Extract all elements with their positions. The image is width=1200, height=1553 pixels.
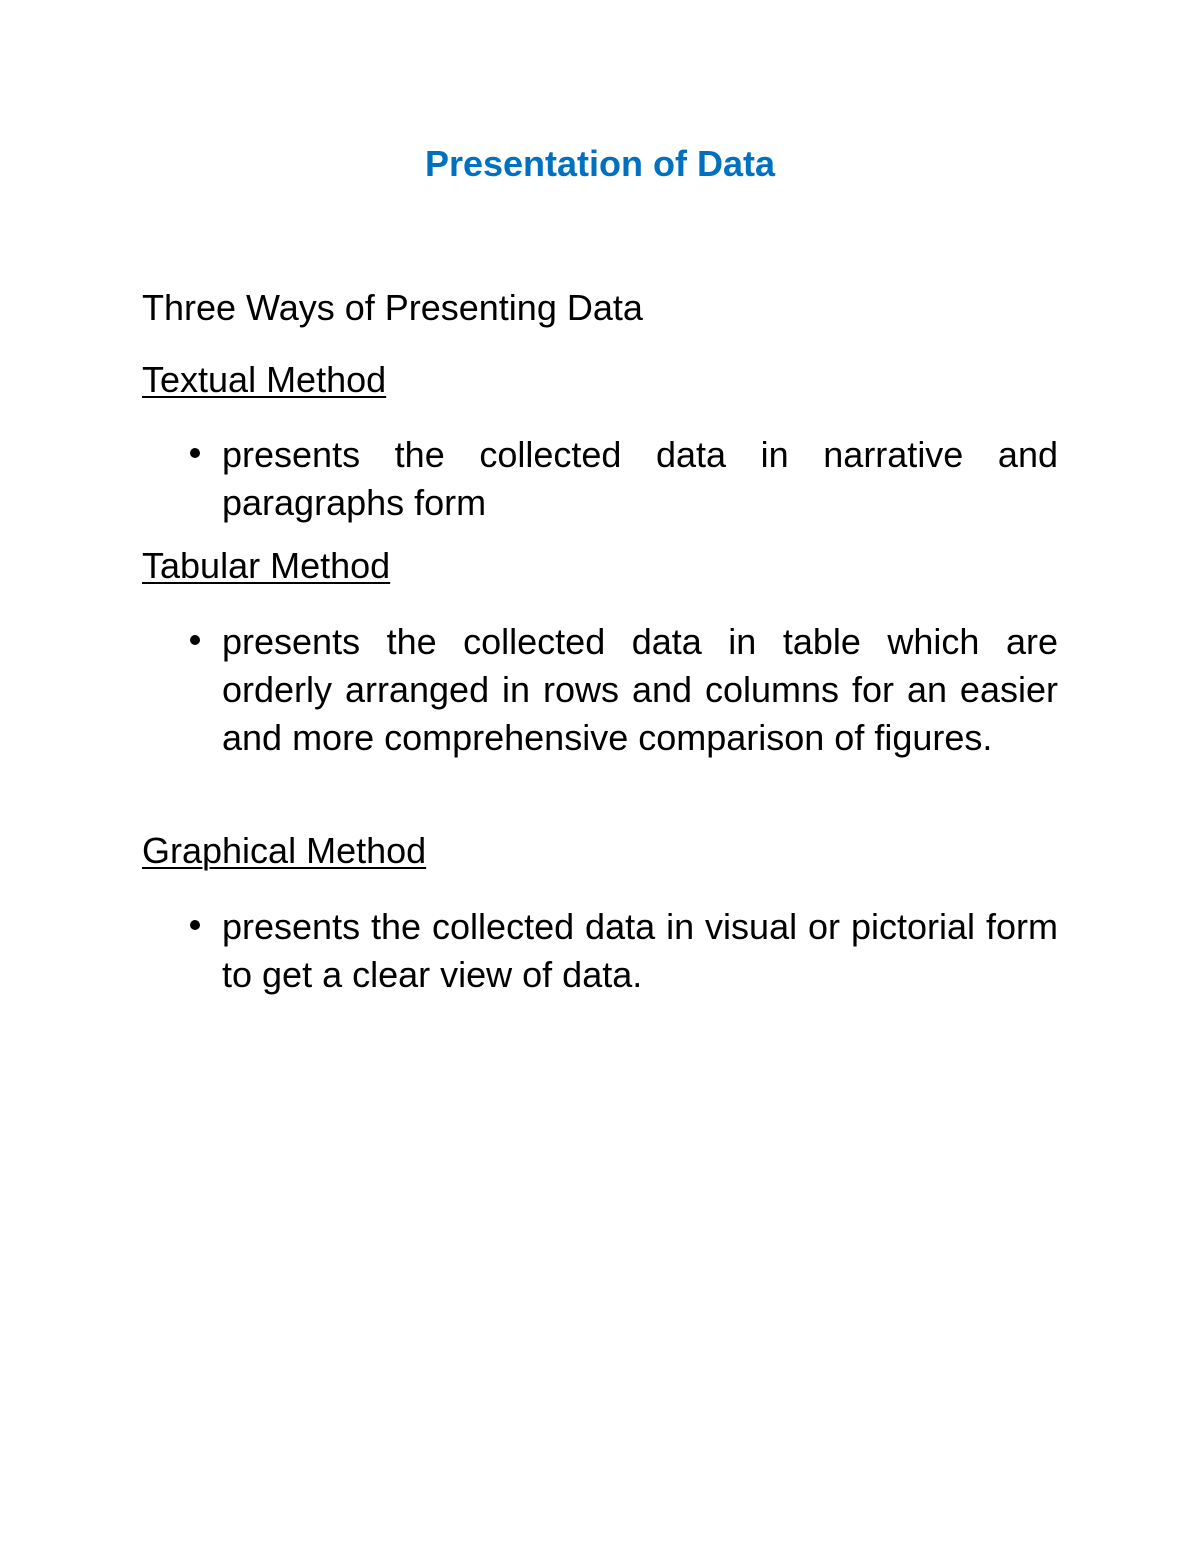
bullet-dot-icon [190, 448, 200, 458]
section-heading-graphical: Graphical Method [142, 830, 427, 871]
bullet-text-textual: presents the collected data in narrative and paragraphs form [222, 434, 1058, 523]
bullet-text-graphical: presents the collected data in visual or pictorial form to get a clear view of data. [222, 906, 1058, 995]
intro-text: Three Ways of Presenting Data [142, 287, 643, 328]
section-heading-tabular: Tabular Method [142, 545, 391, 586]
bullet-dot-icon [190, 635, 200, 645]
document-title: Presentation of Data [424, 143, 776, 184]
bullet-dot-icon [190, 920, 200, 930]
bullet-text-tabular: presents the collected data in table which are orderly arranged in rows and columns for an easier and more comprehensive comparison of figures. [222, 621, 1058, 758]
section-heading-textual: Textual Method [142, 359, 387, 400]
